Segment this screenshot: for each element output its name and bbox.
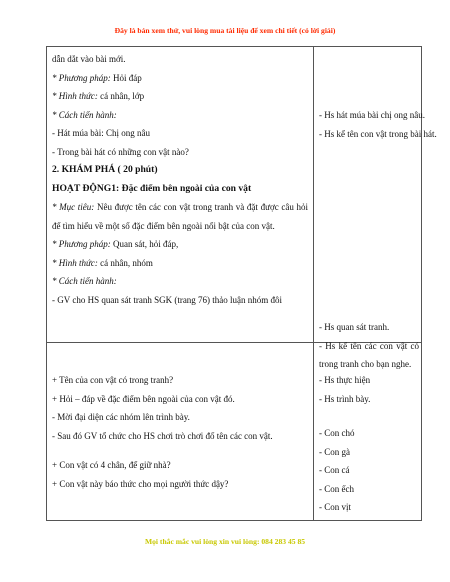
steps-label: * Cách tiến hành: bbox=[52, 109, 117, 120]
student-activities-top bbox=[319, 106, 437, 143]
do-line: - Hs thực hiện bbox=[319, 375, 371, 385]
teacher-activities-top bbox=[52, 50, 308, 309]
section-title: 2. KHÁM PHÁ ( 20 phút) bbox=[52, 164, 158, 175]
question-line: - Trong bài hát có những con vật nào? bbox=[52, 146, 189, 157]
present-line: - Mời đại diện các nhóm lên trình bày. bbox=[52, 412, 190, 422]
answer-duck: - Con vịt bbox=[319, 502, 352, 512]
observe-answer: - Hs quan sát tranh. bbox=[319, 322, 390, 332]
lesson-table bbox=[46, 46, 437, 521]
answer-frog: - Con ếch bbox=[319, 483, 354, 494]
answer-dog: - Con chó bbox=[319, 428, 355, 438]
goal-paragraph: * Mục tiêu: Nêu được tên các con vật trong tranh và đặt được câu hỏi để tìm hiểu về một số đặc điểm bên ngoài nổi bật của con vật. bbox=[52, 202, 308, 231]
steps-label-2: * Cách tiến hành: bbox=[52, 276, 117, 286]
teacher-activities-bottom bbox=[52, 371, 308, 493]
form-line-2: * Hình thức: cá nhân, nhóm bbox=[52, 257, 153, 268]
song-line: - Hát múa bài: Chị ong nâu bbox=[52, 128, 150, 138]
answer-fish: - Con cá bbox=[319, 465, 350, 475]
q-names: + Tên của con vật có trong tranh? bbox=[52, 375, 174, 385]
preview-banner: Đây là bản xem thử, vui lòng mua tài liệu để xem chi tiết (có lời giải) bbox=[114, 26, 336, 35]
q-features: + Hỏi – đáp về đặc điểm bên ngoài của con vật đó. bbox=[52, 393, 235, 404]
answer-chicken: - Con gà bbox=[319, 446, 350, 457]
share-answer: - Hs kể tên các con vật có trong tranh cho bạn nghe. bbox=[319, 340, 419, 369]
game-line: - Sau đó GV tổ chức cho HS chơi trò chơi đố tên các con vật. bbox=[52, 430, 273, 441]
method-line: * Phương pháp: Hỏi đáp bbox=[52, 72, 142, 83]
sing-line: - Hs hát múa bài chị ong nâu. bbox=[319, 110, 425, 120]
q-wake: + Con vật này báo thức cho mọi người thức dậy? bbox=[52, 478, 229, 489]
tell-line: - Hs kể tên con vật trong bài hát. bbox=[319, 128, 437, 139]
student-activities-observe bbox=[319, 318, 419, 374]
activity-title: HOẠT ĐỘNG1: Đặc điểm bên ngoài của con vật bbox=[52, 182, 252, 194]
student-activities-bottom bbox=[319, 371, 419, 517]
form-line: * Hình thức: cá nhân, lớp bbox=[52, 91, 145, 101]
q-guard: + Con vật có 4 chân, để giữ nhà? bbox=[52, 460, 171, 470]
column-divider bbox=[313, 47, 314, 520]
contact-footer: Mọi thắc mắc vui lòng xin vui lòng: 084 283 45 85 bbox=[144, 537, 306, 546]
present-answer: - Hs trình bày. bbox=[319, 393, 371, 404]
observe-line: - GV cho HS quan sát tranh SGK (trang 76) thảo luận nhóm đôi bbox=[52, 294, 283, 305]
intro-line: dẫn dắt vào bài mới. bbox=[52, 54, 126, 64]
method-line-2: * Phương pháp: Quan sát, hỏi đáp, bbox=[52, 239, 179, 249]
